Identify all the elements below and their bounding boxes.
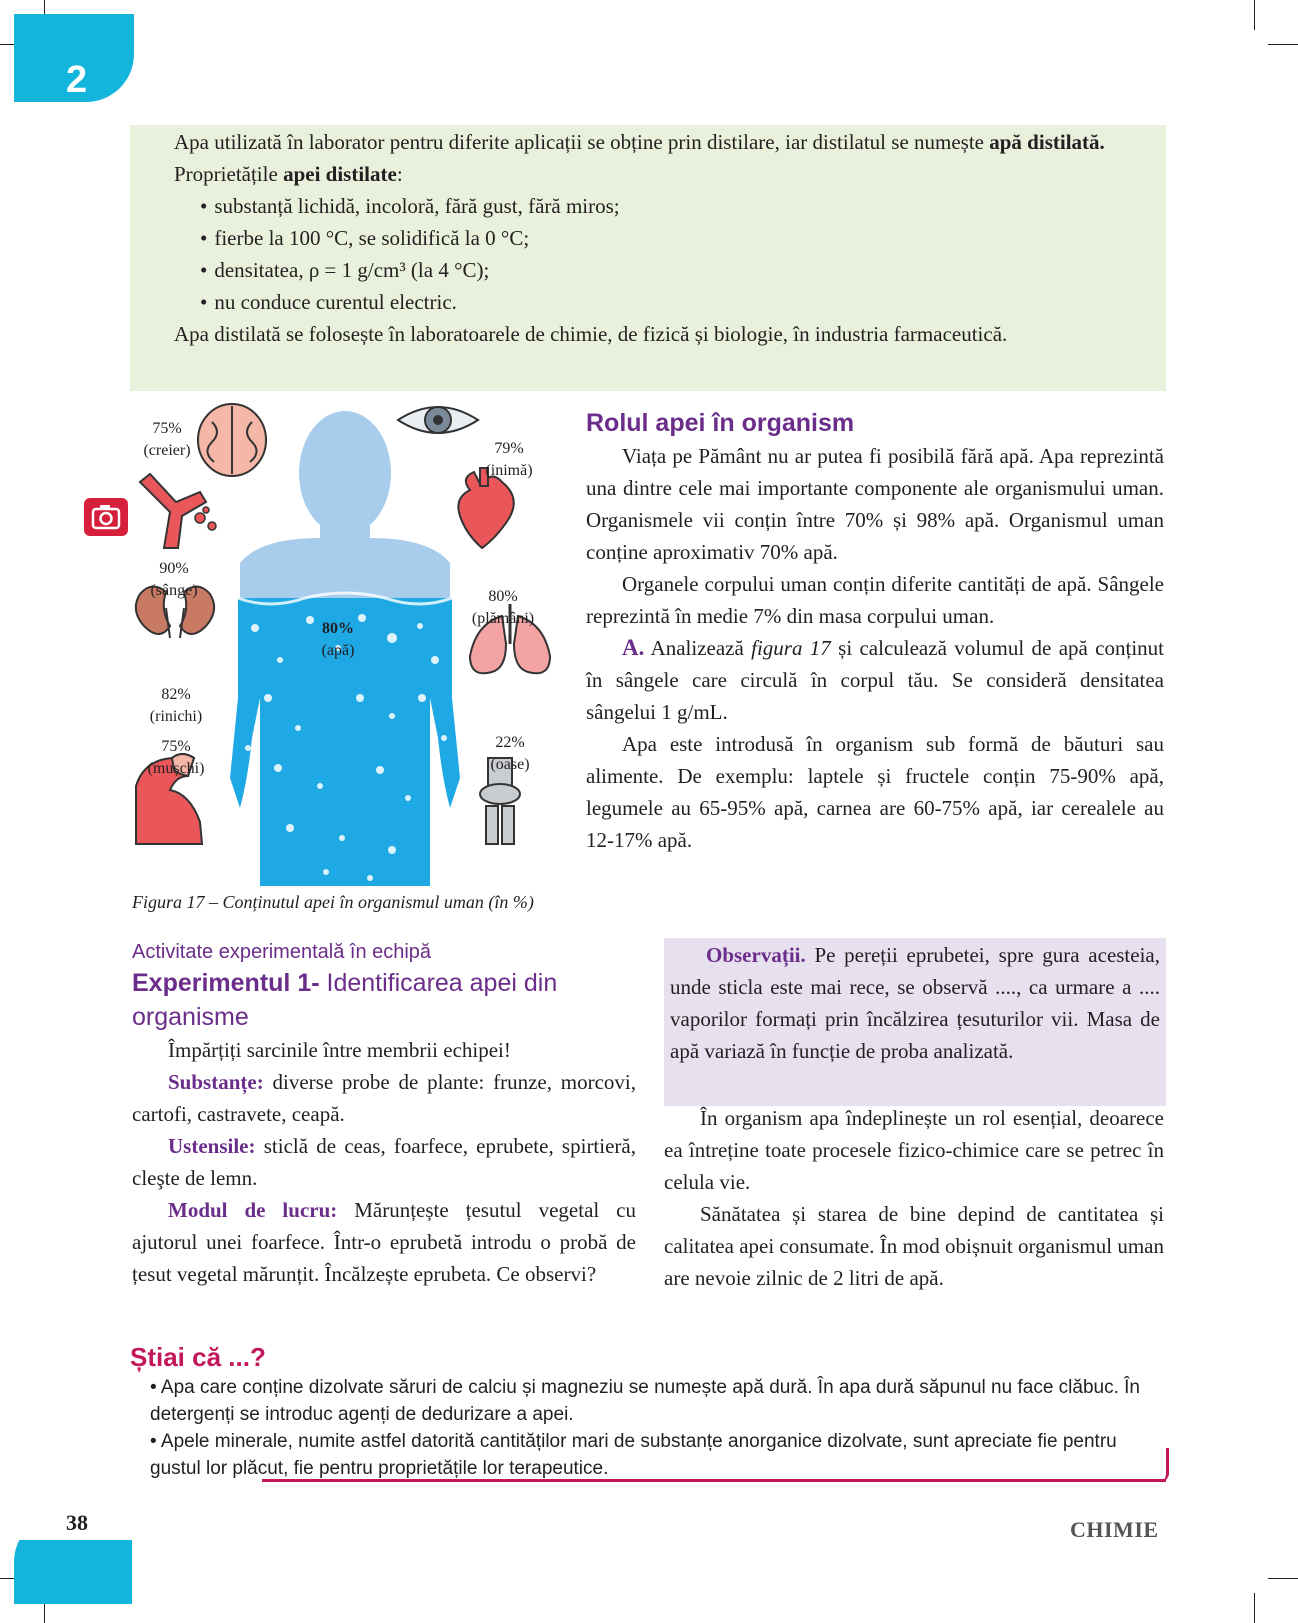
list-item: • Apa care conține dizolvate săruri de calciu și magneziu se numește apă dură. În apa dură săpunul nu face clăbuc. În detergenți se introduc agenți de dedurizare a apei. [150, 1377, 1140, 1425]
label-value: 80% [322, 620, 354, 637]
label-body-water [298, 618, 378, 662]
label-value: 75% [152, 420, 182, 437]
list-item: • Apele minerale, numite astfel datorită cantităților mari de substanțe anorganice dizolvate, sunt apreciate fie pentru gustul lor plăcut, fie pentru proprietățile lor terapeutice. [150, 1431, 1117, 1479]
observations-paragraph [670, 939, 1160, 1067]
camera-icon[interactable] [84, 498, 128, 536]
procedure-paragraph [132, 1194, 636, 1290]
did-you-know-corner [1160, 1448, 1169, 1482]
properties-list [138, 190, 1160, 318]
label-organ: (plămâni) [471, 610, 535, 627]
tools-text: sticlă de ceas, foarfece, eprubete, spirtieră, cleşte de lemn. [132, 1134, 636, 1190]
properties-term: apei distilate [283, 162, 397, 186]
role-paragraph: Apa este introdusă în organism sub formă de băuturi sau alimente. De exemplu: laptele și fructele conțin 75-90% apă, legumele au 65-95% apă, carnea are 60-75% apă, iar cerealele au 12-17% apă. [586, 732, 1164, 852]
blood-vessel-icon [140, 474, 216, 548]
label-organ: (creier) [143, 442, 191, 459]
substances-text: diverse probe de plante: frunze, morcovi, cartofi, castravete, ceapă. [132, 1070, 636, 1126]
task-text: Analizează [644, 636, 752, 660]
brain-icon [198, 404, 266, 476]
eye-icon [398, 407, 478, 433]
intro-text: Apa utilizată în laborator pentru diferite aplicații se obține prin distilare, iar distilatul se numește [174, 130, 990, 154]
list-item: • fierbe la 100 °C, se solidifică la 0 °C; [200, 222, 1160, 254]
label-value: 79% [494, 440, 524, 457]
label-organ: (rinichi) [149, 708, 203, 725]
usage-paragraph: Apa distilată se folosește în laboratoarele de chimie, de fizică și biologie, în industria farmaceutică. [174, 322, 1008, 346]
experiment-section [132, 938, 636, 1290]
experiment-title [132, 966, 636, 1034]
organism-paragraphs [664, 1102, 1164, 1294]
label-value: 90% [159, 560, 189, 577]
substances-label: Substanțe: [168, 1070, 264, 1094]
figure-reference: figura 17 [751, 636, 831, 660]
subject-title: CHIMIE [1070, 1517, 1159, 1542]
list-item-text: Apele minerale, numite astfel datorită cantităților mari de substanțe anorganice dizolvate, sunt apreciate fie pentru gustul lor plăcut, fie pentru proprietățile lor terapeutice. [150, 1431, 1117, 1479]
did-you-know-list [130, 1374, 1160, 1482]
label-value: 22% [495, 734, 525, 751]
crop-mark [1254, 0, 1255, 30]
task-paragraph [586, 632, 1164, 728]
crop-mark [1268, 44, 1298, 45]
role-section [586, 406, 1164, 856]
label-organ: (sânge) [150, 582, 198, 599]
page-number: 38 [66, 1510, 88, 1535]
did-you-know-section [130, 1340, 1160, 1482]
experiment-name: Identificarea apei din organisme [132, 969, 558, 1031]
substances-paragraph [132, 1066, 636, 1130]
task-text: și calculează volumul de apă conținut în sângele care circulă în corpul tău. Se consideră densitatea sângelui 1 g/mL. [586, 636, 1164, 724]
intro-term: apă distilată. [989, 130, 1105, 154]
did-you-know-title: Știai că ...? [130, 1342, 266, 1372]
list-item: • nu conduce curentul electric. [200, 286, 1160, 318]
label-brain [132, 418, 202, 462]
experiment-number: Experimentul 1- [132, 969, 320, 997]
properties-colon: : [396, 162, 403, 186]
observations-body: Pe pereții eprubetei, spre gura acesteia, unde sticla este mai rece, se observă ...., ca urmare a .... vaporilor formați prin încălzirea țesuturilor vii. Masa de apă variază în funcție de proba analizată. [670, 943, 1160, 1063]
procedure-label: Modul de lucru: [168, 1198, 338, 1222]
label-organ: (oase) [490, 756, 530, 773]
label-value: 80% [488, 588, 518, 605]
crop-mark [1268, 1578, 1298, 1579]
distilled-water-text [138, 126, 1160, 350]
label-value: 75% [161, 738, 191, 755]
tools-paragraph [132, 1130, 636, 1194]
label-heart [470, 438, 548, 482]
tools-label: Ustensile: [168, 1134, 256, 1158]
label-muscles [138, 736, 214, 780]
organism-paragraph: Sănătatea și starea de bine depind de cantitatea și calitatea apei consumate. În mod obișnuit organismul uman are nevoie zilnic de 2 litri de apă. [664, 1202, 1164, 1290]
procedure-text: Mărunțește țesutul vegetal cu ajutorul unei foarfece. Într-o eprubetă introdu o probă de țesut vegetal mărunțit. Încălzește eprubeta. Ce observi? [132, 1198, 637, 1286]
organism-paragraph: În organism apa îndeplinește un rol esențial, deoarece ea întreține toate procesele fizico-chimice care se petrec în celula vie. [664, 1106, 1164, 1194]
properties-heading [138, 158, 1160, 190]
crop-mark [1254, 1593, 1255, 1623]
role-paragraph: Organele corpului uman conțin diferite cantități de apă. Sângele reprezintă în medie 7% din masa corpului uman. [586, 572, 1164, 628]
label-organ: (apă) [321, 642, 355, 659]
label-kidneys [138, 684, 214, 728]
did-you-know-underline [262, 1479, 1166, 1482]
figure-17 [130, 398, 560, 886]
activity-label: Activitate experimentală în echipă [132, 941, 432, 963]
label-blood [136, 558, 212, 602]
chapter-number: 2 [66, 59, 88, 101]
section-title: Rolul apei în organism [586, 409, 855, 437]
task-instruction: Împărțiți sarcinile între membrii echipei! [168, 1038, 511, 1062]
list-item: • substanță lichidă, incoloră, fără gust, fără miros; [200, 190, 1160, 222]
figure-caption: Figura 17 – Conținutul apei în organismul uman (în %) [132, 892, 534, 912]
observations-text [670, 939, 1160, 1067]
observations-label: Observații. [706, 943, 806, 967]
role-paragraph: Viața pe Pământ nu ar putea fi posibilă fără apă. Apa reprezintă una dintre cele mai importante componente ale organismului uman. Organismele vii conțin între 70% și 98% apă. Organismul uman conține aproximativ 70% apă. [586, 444, 1164, 564]
label-organ: (inimă) [485, 462, 533, 479]
label-bones [478, 732, 542, 776]
properties-text: Proprietățile [174, 162, 284, 186]
list-item-text: Apa care conține dizolvate săruri de calciu și magneziu se numește apă dură. În apa dură săpunul nu face clăbuc. În detergenți se introduc agenți de dedurizare a apei. [150, 1377, 1140, 1425]
label-organ: (mușchi) [147, 760, 205, 777]
list-item: • densitatea, ρ = 1 g/cm³ (la 4 °C); [200, 254, 1160, 286]
label-value: 82% [161, 686, 191, 703]
intro-paragraph [138, 126, 1160, 158]
label-lungs [460, 586, 546, 630]
task-letter: A. [622, 635, 645, 660]
